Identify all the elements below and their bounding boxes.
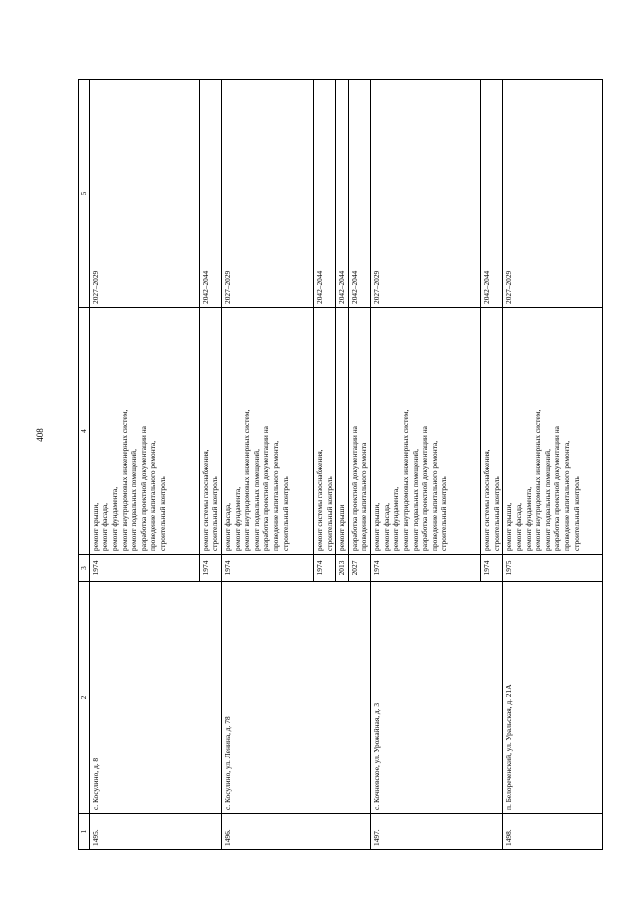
period-cell: 2042–2044 <box>199 80 221 308</box>
works-cell: ремонт крыши, ремонт фасада, ремонт фундамента, ремонт внутридомовых инженерных систем, ремонт подвальных помещений, разработка проектной документации на проведение капитального ремонта, строительный контроль <box>503 308 603 555</box>
period-cell: 2027–2029 <box>89 80 199 308</box>
table-row <box>89 80 199 850</box>
header-row <box>79 80 90 850</box>
address-cell: с. Косулино, ул. Ленина, д. 78 <box>221 582 370 814</box>
year-cell: 1974 <box>313 555 335 582</box>
year-cell: 2013 <box>336 555 349 582</box>
works-cell: ремонт крыши, ремонт фасада, ремонт фундамента, ремонт внутридомовых инженерных систем, ремонт подвальных помещений, разработка проектной документации на проведение капитального ремонта, строительный контроль <box>371 308 481 555</box>
row-number: 1496. <box>221 814 370 850</box>
row-number: 1495. <box>89 814 221 850</box>
year-cell: 1974 <box>221 555 313 582</box>
period-cell: 2042–2044 <box>481 80 503 308</box>
table-row <box>221 80 313 850</box>
rotated-page <box>78 80 600 850</box>
page-number: 408 <box>35 428 45 442</box>
header-col-5: 5 <box>79 80 90 308</box>
period-cell: 2042–2044 <box>313 80 335 308</box>
period-cell: 2027–2029 <box>221 80 313 308</box>
works-cell: ремонт системы газоснабжения, строительный контроль <box>313 308 335 555</box>
works-cell: ремонт фасада, ремонт фундамента, ремонт внутридомовых инженерных систем, ремонт подвальных помещений, разработка проектной документации на проведение капитального ремонта, строительный контроль <box>221 308 313 555</box>
works-cell: ремонт крыши <box>336 308 349 555</box>
year-cell: 2027 <box>348 555 370 582</box>
year-cell: 1974 <box>481 555 503 582</box>
period-cell: 2042–2044 <box>348 80 370 308</box>
works-cell: ремонт системы газоснабжения, строительный контроль <box>481 308 503 555</box>
table-row <box>371 80 481 850</box>
header-col-2: 2 <box>79 582 90 814</box>
row-number: 1497. <box>371 814 503 850</box>
year-cell: 1974 <box>199 555 221 582</box>
address-cell: п. Белореченский, ул. Уральская, д. 21А <box>503 582 603 814</box>
row-number: 1498. <box>503 814 603 850</box>
year-cell: 1974 <box>89 555 199 582</box>
year-cell: 1975 <box>503 555 603 582</box>
header-col-1: 1 <box>79 814 90 850</box>
address-cell: с. Косулино, д. 8 <box>89 582 221 814</box>
works-cell: ремонт крыши, ремонт фасада, ремонт фундамента, ремонт внутридомовых инженерных систем, ремонт подвальных помещений, разработка проектной документации на проведение капитального ремонта, строительный контроль <box>89 308 199 555</box>
address-cell: с. Кочневское, ул. Урожайная, д. 3 <box>371 582 503 814</box>
year-cell: 1974 <box>371 555 481 582</box>
repair-schedule-table <box>78 79 603 850</box>
works-cell: разработка проектной документации на проведение капитального ремонта <box>348 308 370 555</box>
works-cell: ремонт системы газоснабжения, строительный контроль <box>199 308 221 555</box>
table-row <box>503 80 603 850</box>
period-cell: 2027–2029 <box>503 80 603 308</box>
period-cell: 2027–2029 <box>371 80 481 308</box>
header-col-3: 3 <box>79 555 90 582</box>
header-col-4: 4 <box>79 308 90 555</box>
period-cell: 2042–2044 <box>336 80 349 308</box>
